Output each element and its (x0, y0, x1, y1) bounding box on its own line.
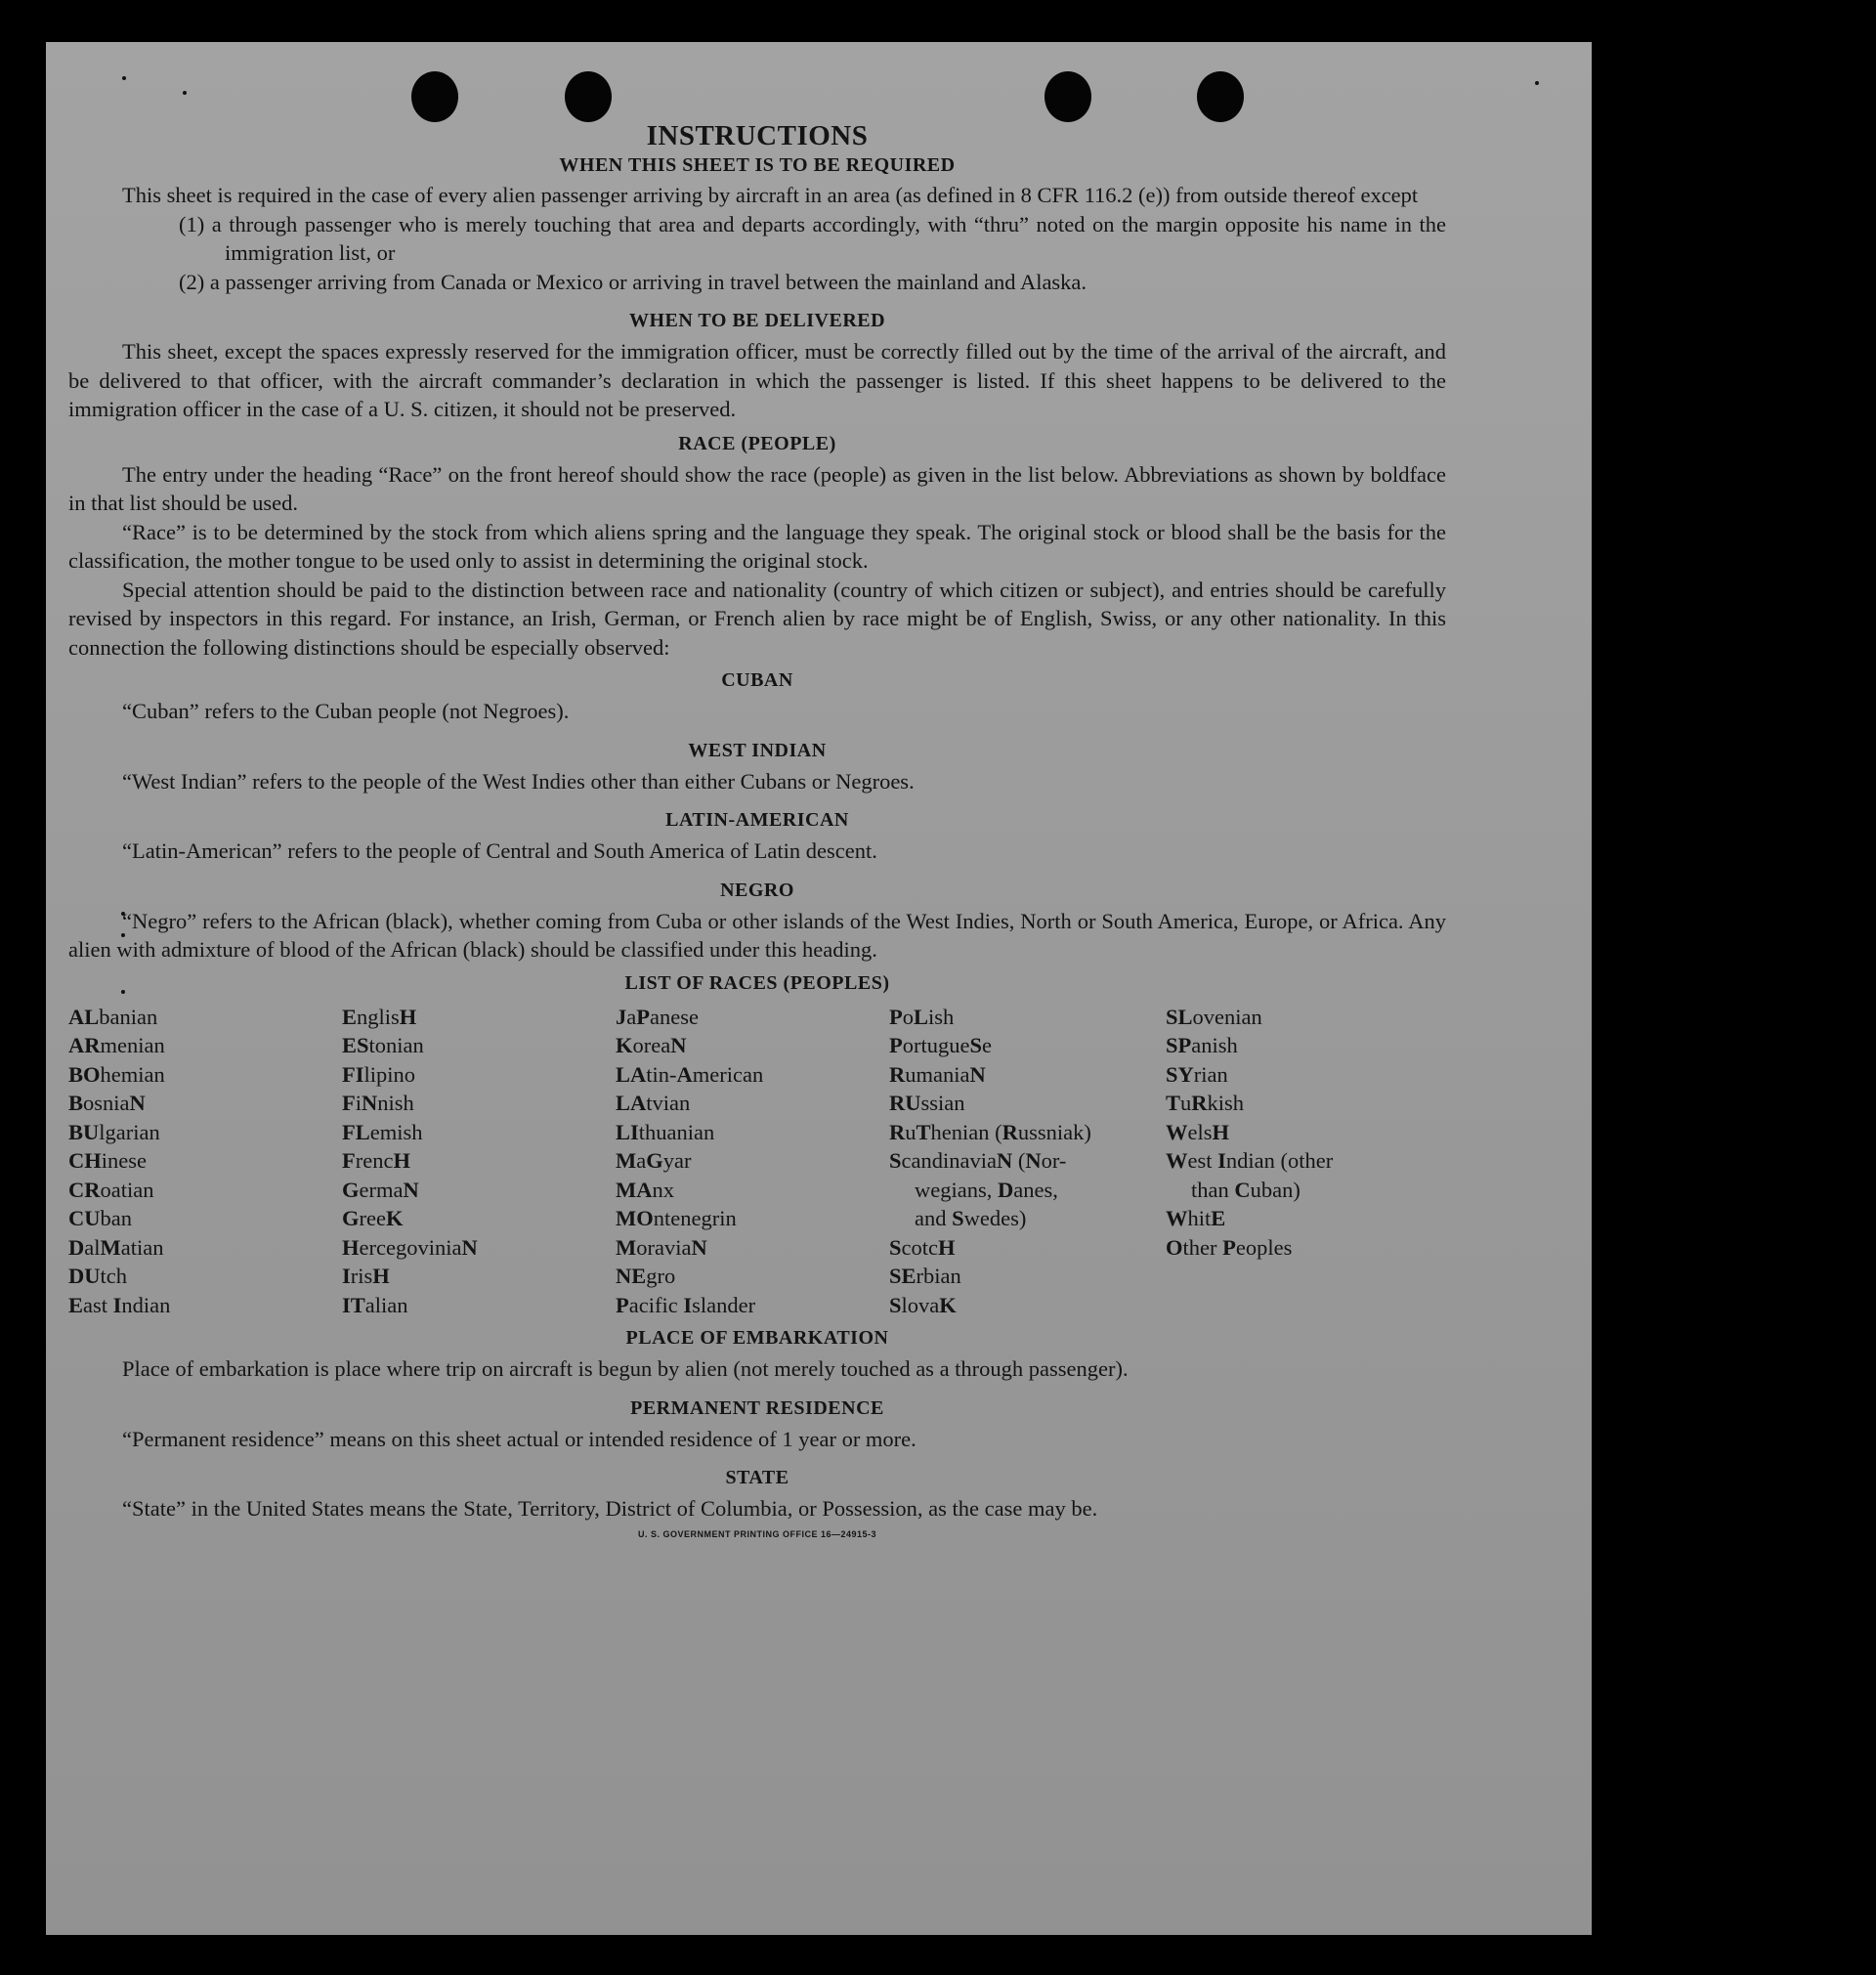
latin-american-text: “Latin-American” refers to the people of Central and South America of Latin descent. (122, 838, 877, 863)
section-heading-cuban: CUBAN (721, 669, 793, 691)
race-entry: CUban (68, 1206, 132, 1230)
when-required-intro: This sheet is required in the case of every alien passenger arriving by aircraft in an area (as defined in 8 CFR 116.2 (e)) from outside thereof except (122, 183, 1419, 207)
race-entry: and Swedes) (915, 1206, 1027, 1230)
race-entry: RUssian (889, 1091, 965, 1115)
dot-mark (122, 76, 126, 80)
race-entry: IrisH (342, 1264, 390, 1288)
race-entry: MAnx (616, 1177, 674, 1202)
race-entry: CRoatian (68, 1177, 154, 1202)
race-entry: RumaniaN (889, 1061, 986, 1087)
race-entry: WhitE (1166, 1206, 1226, 1230)
race-entry: BosniaN (68, 1091, 146, 1115)
race-entry: FiNnish (342, 1091, 414, 1115)
race-entry: ALbanian (68, 1004, 158, 1029)
section-heading-when-delivered: WHEN TO BE DELIVERED (628, 310, 886, 331)
race-entry: JaPanese (616, 1004, 699, 1029)
race-entry: FIlipino (342, 1061, 416, 1087)
race-entry: ARmenian (68, 1033, 165, 1057)
race-entry: Other Peoples (1166, 1234, 1293, 1260)
race-entry: WelsH (1166, 1119, 1230, 1144)
race-entry: MaGyar (616, 1148, 692, 1173)
races-column-1 (68, 1003, 342, 1320)
race-entry: FrencH (342, 1148, 410, 1173)
race-paragraph: “Race” is to be determined by the stock from which aliens spring and the language they speak. The original stock or blood shall be the basis for the classification, the mother tongue to be used only to assist in determining the original stock. (68, 519, 1446, 573)
race-entry: PoLish (889, 1004, 955, 1029)
race-entry: than Cuban) (1191, 1177, 1300, 1202)
embarkation-text: Place of embarkation is place where trip on aircraft is begun by alien (not merely touched as a through passenger). (122, 1356, 1129, 1381)
page-title: INSTRUCTIONS (646, 120, 869, 151)
race-entry: West Indian (other (1166, 1148, 1334, 1173)
state-text: “State” in the United States means the State, Territory, District of Columbia, or Possession, as the case may be. (122, 1496, 1098, 1521)
race-entry: NEgro (616, 1264, 676, 1288)
race-entry: SErbian (889, 1264, 961, 1288)
race-entry: SYrian (1166, 1061, 1228, 1087)
race-entry: SPanish (1166, 1033, 1238, 1057)
dot-mark (1535, 81, 1539, 85)
section-heading-embarkation: PLACE OF EMBARKATION (625, 1327, 889, 1349)
race-entry: LAtin-American (616, 1061, 764, 1087)
race-entry: GreeK (342, 1206, 404, 1230)
race-entry: GermaN (342, 1177, 419, 1202)
cuban-text: “Cuban” refers to the Cuban people (not Negroes). (122, 699, 570, 723)
race-entry: MOntenegrin (616, 1206, 737, 1230)
race-entry: EnglisH (342, 1004, 417, 1029)
section-heading-west-indian: WEST INDIAN (688, 739, 827, 761)
race-entry: LIthuanian (616, 1119, 715, 1144)
race-paragraph: Special attention should be paid to the distinction between race and nationality (country of which citizen or subject), and entries should be carefully revised by inspectors in this regard. For instance, an Irish, German, or French alien by race might be of English, Swiss, or any other nationality. In this connection the following distinctions should be especially observed: (68, 577, 1446, 660)
section-heading-list-of-races: LIST OF RACES (PEOPLES) (624, 971, 890, 994)
race-entry: BOhemian (68, 1061, 165, 1087)
races-column-5 (1166, 1003, 1446, 1320)
section-heading-race: RACE (PEOPLE) (678, 432, 836, 454)
race-entry: Pacific Islander (616, 1292, 756, 1317)
exception-item: (1) a through passenger who is merely touching that area and departs accordingly, with “thru” noted on the margin opposite his name in the immigration list, or (179, 211, 1446, 265)
permanent-residence-text: “Permanent residence” means on this sheet actual or intended residence of 1 year or more. (122, 1426, 917, 1451)
section-heading-permanent-residence: PERMANENT RESIDENCE (630, 1396, 884, 1419)
race-entry: DUtch (68, 1264, 127, 1288)
exception-item: (2) a passenger arriving from Canada or Mexico or arriving in travel between the mainland and Alaska. (179, 269, 1087, 294)
race-entry: CHinese (68, 1148, 147, 1173)
race-entry: BUlgarian (68, 1119, 160, 1144)
races-column-4 (889, 1003, 1166, 1320)
dot-mark (183, 91, 187, 95)
punch-hole (1045, 71, 1091, 122)
section-heading-latin-american: LATIN-AMERICAN (665, 809, 849, 831)
race-entry: SlovaK (889, 1292, 957, 1317)
exception-list (68, 210, 1446, 297)
printing-office-imprint: U. S. GOVERNMENT PRINTING OFFICE 16—24915-3 (637, 1528, 877, 1539)
race-entry: ScandinaviaN (Nor- (889, 1148, 1067, 1173)
race-entry: EStonian (342, 1033, 424, 1057)
document-sheet (46, 42, 1592, 1935)
race-entry: TuRkish (1166, 1091, 1245, 1115)
document-body (68, 120, 1446, 1539)
section-heading-negro: NEGRO (720, 879, 794, 901)
negro-text: “Negro” refers to the African (black), whether coming from Cuba or other islands of the West Indies, North or South America, Europe, or Africa. Any alien with admixture of blood of the African (black) should be classified under this heading. (68, 908, 1446, 962)
races-table (68, 1003, 1446, 1320)
section-heading-state: STATE (725, 1467, 789, 1488)
west-indian-text: “West Indian” refers to the people of the West Indies other than either Cubans or Negroes. (122, 768, 915, 794)
race-entry: RuThenian (Russniak) (889, 1119, 1091, 1144)
race-entry: PortugueSe (889, 1033, 992, 1057)
when-delivered-text: This sheet, except the spaces expressly reserved for the immigration officer, must be correctly filled out by the time of the arrival of the aircraft, and be delivered to that officer, with the aircraft commander’s declaration in which the passenger is listed. If this sheet happens to be delivered to the immigration officer in the case of a U. S. citizen, it should not be preserved. (68, 339, 1446, 421)
section-heading-when-required: WHEN THIS SHEET IS TO BE REQUIRED (559, 154, 956, 176)
race-entry: ITalian (342, 1292, 408, 1317)
race-entry: HercegoviniaN (342, 1234, 478, 1260)
race-entry: LAtvian (616, 1091, 691, 1115)
race-entry: East Indian (68, 1292, 171, 1317)
race-paragraph: The entry under the heading “Race” on the front hereof should show the race (people) as given in the list below. Abbreviations as shown by boldface in that list should be used. (68, 461, 1446, 515)
race-entry: ScotcH (889, 1234, 956, 1260)
race-entry: MoraviaN (616, 1234, 707, 1260)
race-entry: wegians, Danes, (915, 1177, 1058, 1202)
punch-hole (1197, 71, 1244, 122)
race-entry: SLovenian (1166, 1004, 1262, 1029)
races-column-3 (616, 1003, 889, 1320)
punch-hole (411, 71, 458, 122)
race-entry: FLemish (342, 1119, 423, 1144)
races-column-2 (342, 1003, 616, 1320)
race-entry: KoreaN (616, 1033, 687, 1057)
race-entry: DalMatian (68, 1234, 164, 1260)
punch-hole (565, 71, 612, 122)
